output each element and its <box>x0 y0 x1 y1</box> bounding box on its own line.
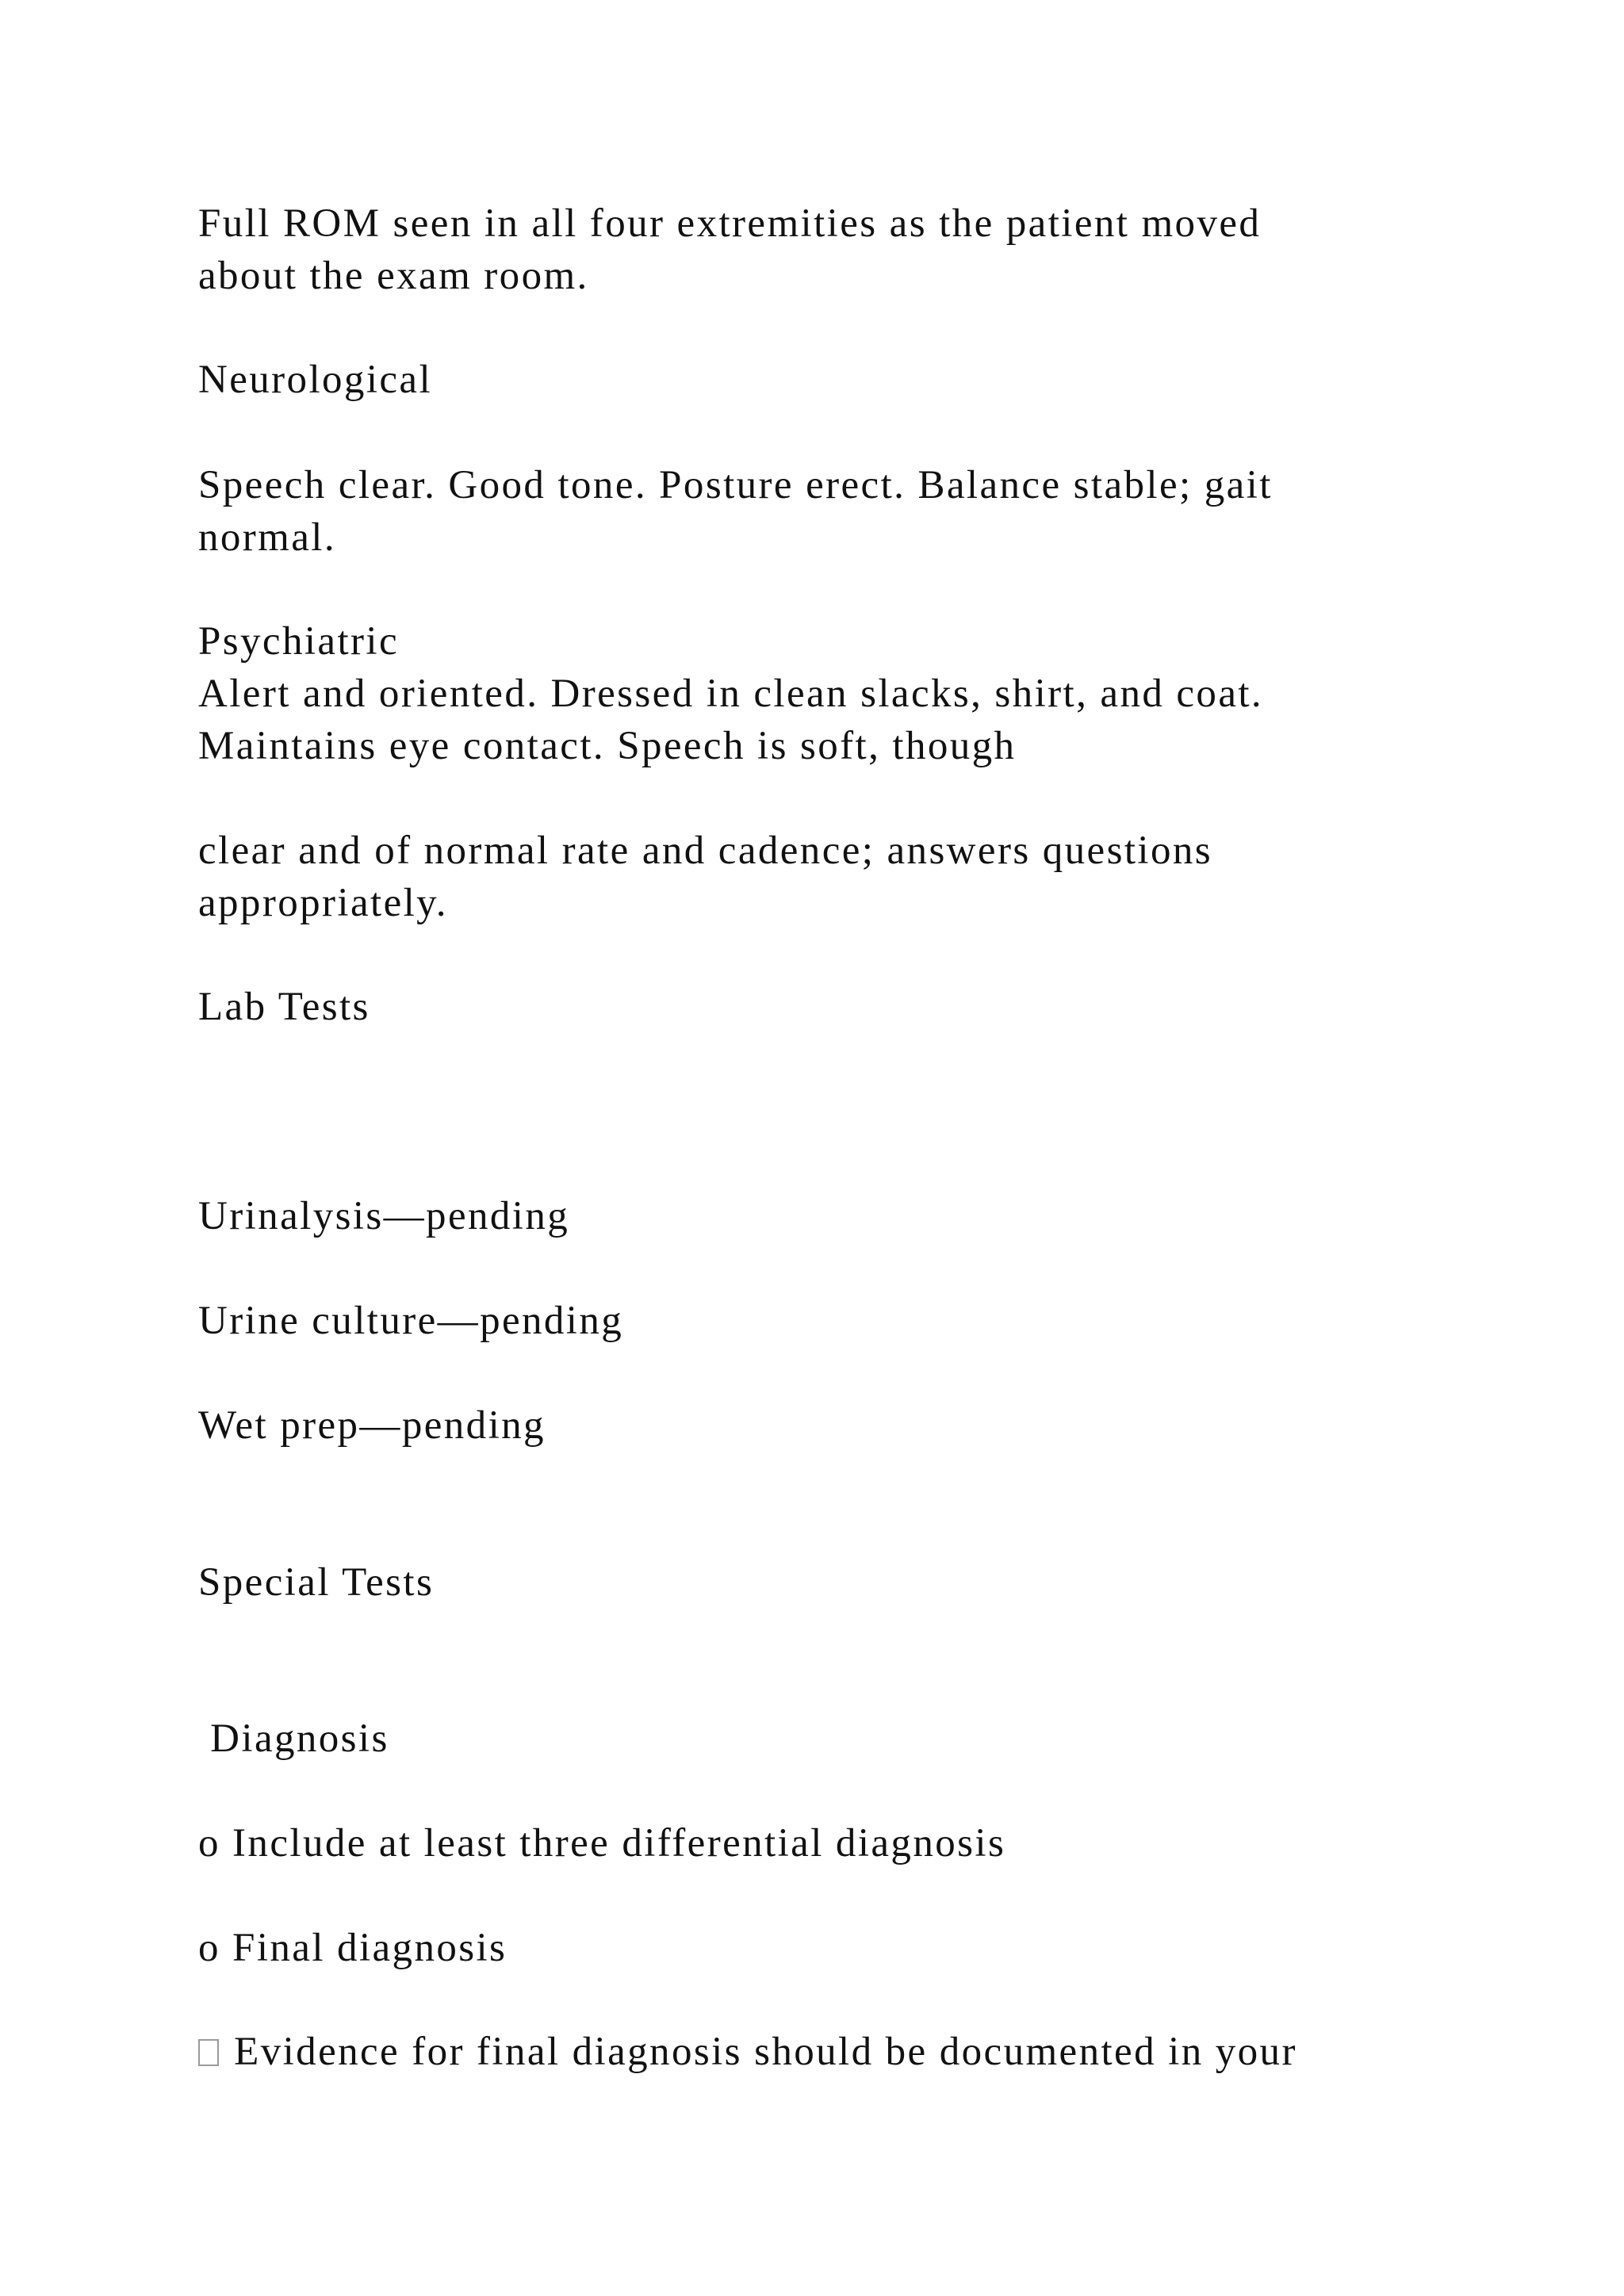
missing-glyph-icon <box>198 2039 219 2066</box>
psychiatric-text-line-3: clear and of normal rate and cadence; answers questions <box>198 828 1213 873</box>
special-tests-heading: Special Tests <box>198 1560 435 1605</box>
urinalysis-line: Urinalysis—pending <box>198 1194 570 1238</box>
psychiatric-text-line-2: Maintains eye contact. Speech is soft, though <box>198 724 1017 768</box>
wet-prep-line: Wet prep—pending <box>198 1403 546 1448</box>
psychiatric-text-line-4: appropriately. <box>198 881 448 925</box>
neurological-text-line-1: Speech clear. Good tone. Posture erect. Balance stable; gait <box>198 463 1273 507</box>
psychiatric-heading: Psychiatric <box>198 619 400 664</box>
psychiatric-text-line-1: Alert and oriented. Dressed in clean slacks, shirt, and coat. <box>198 672 1264 716</box>
rom-text-line-1: Full ROM seen in all four extremities as the patient moved <box>198 201 1262 246</box>
lab-tests-heading: Lab Tests <box>198 985 370 1029</box>
differential-diagnosis-item: o Include at least three differential diagnosis <box>198 1821 1006 1866</box>
rom-text-line-2: about the exam room. <box>198 254 589 298</box>
evidence-item <box>198 2026 1297 2078</box>
urine-culture-line: Urine culture—pending <box>198 1299 624 1343</box>
evidence-item-text: Evidence for final diagnosis should be documented in your <box>222 2030 1297 2074</box>
final-diagnosis-item: o Final diagnosis <box>198 1926 508 1970</box>
neurological-heading: Neurological <box>198 358 433 402</box>
diagnosis-heading: Diagnosis <box>198 1716 389 1761</box>
neurological-text-line-2: normal. <box>198 515 337 560</box>
